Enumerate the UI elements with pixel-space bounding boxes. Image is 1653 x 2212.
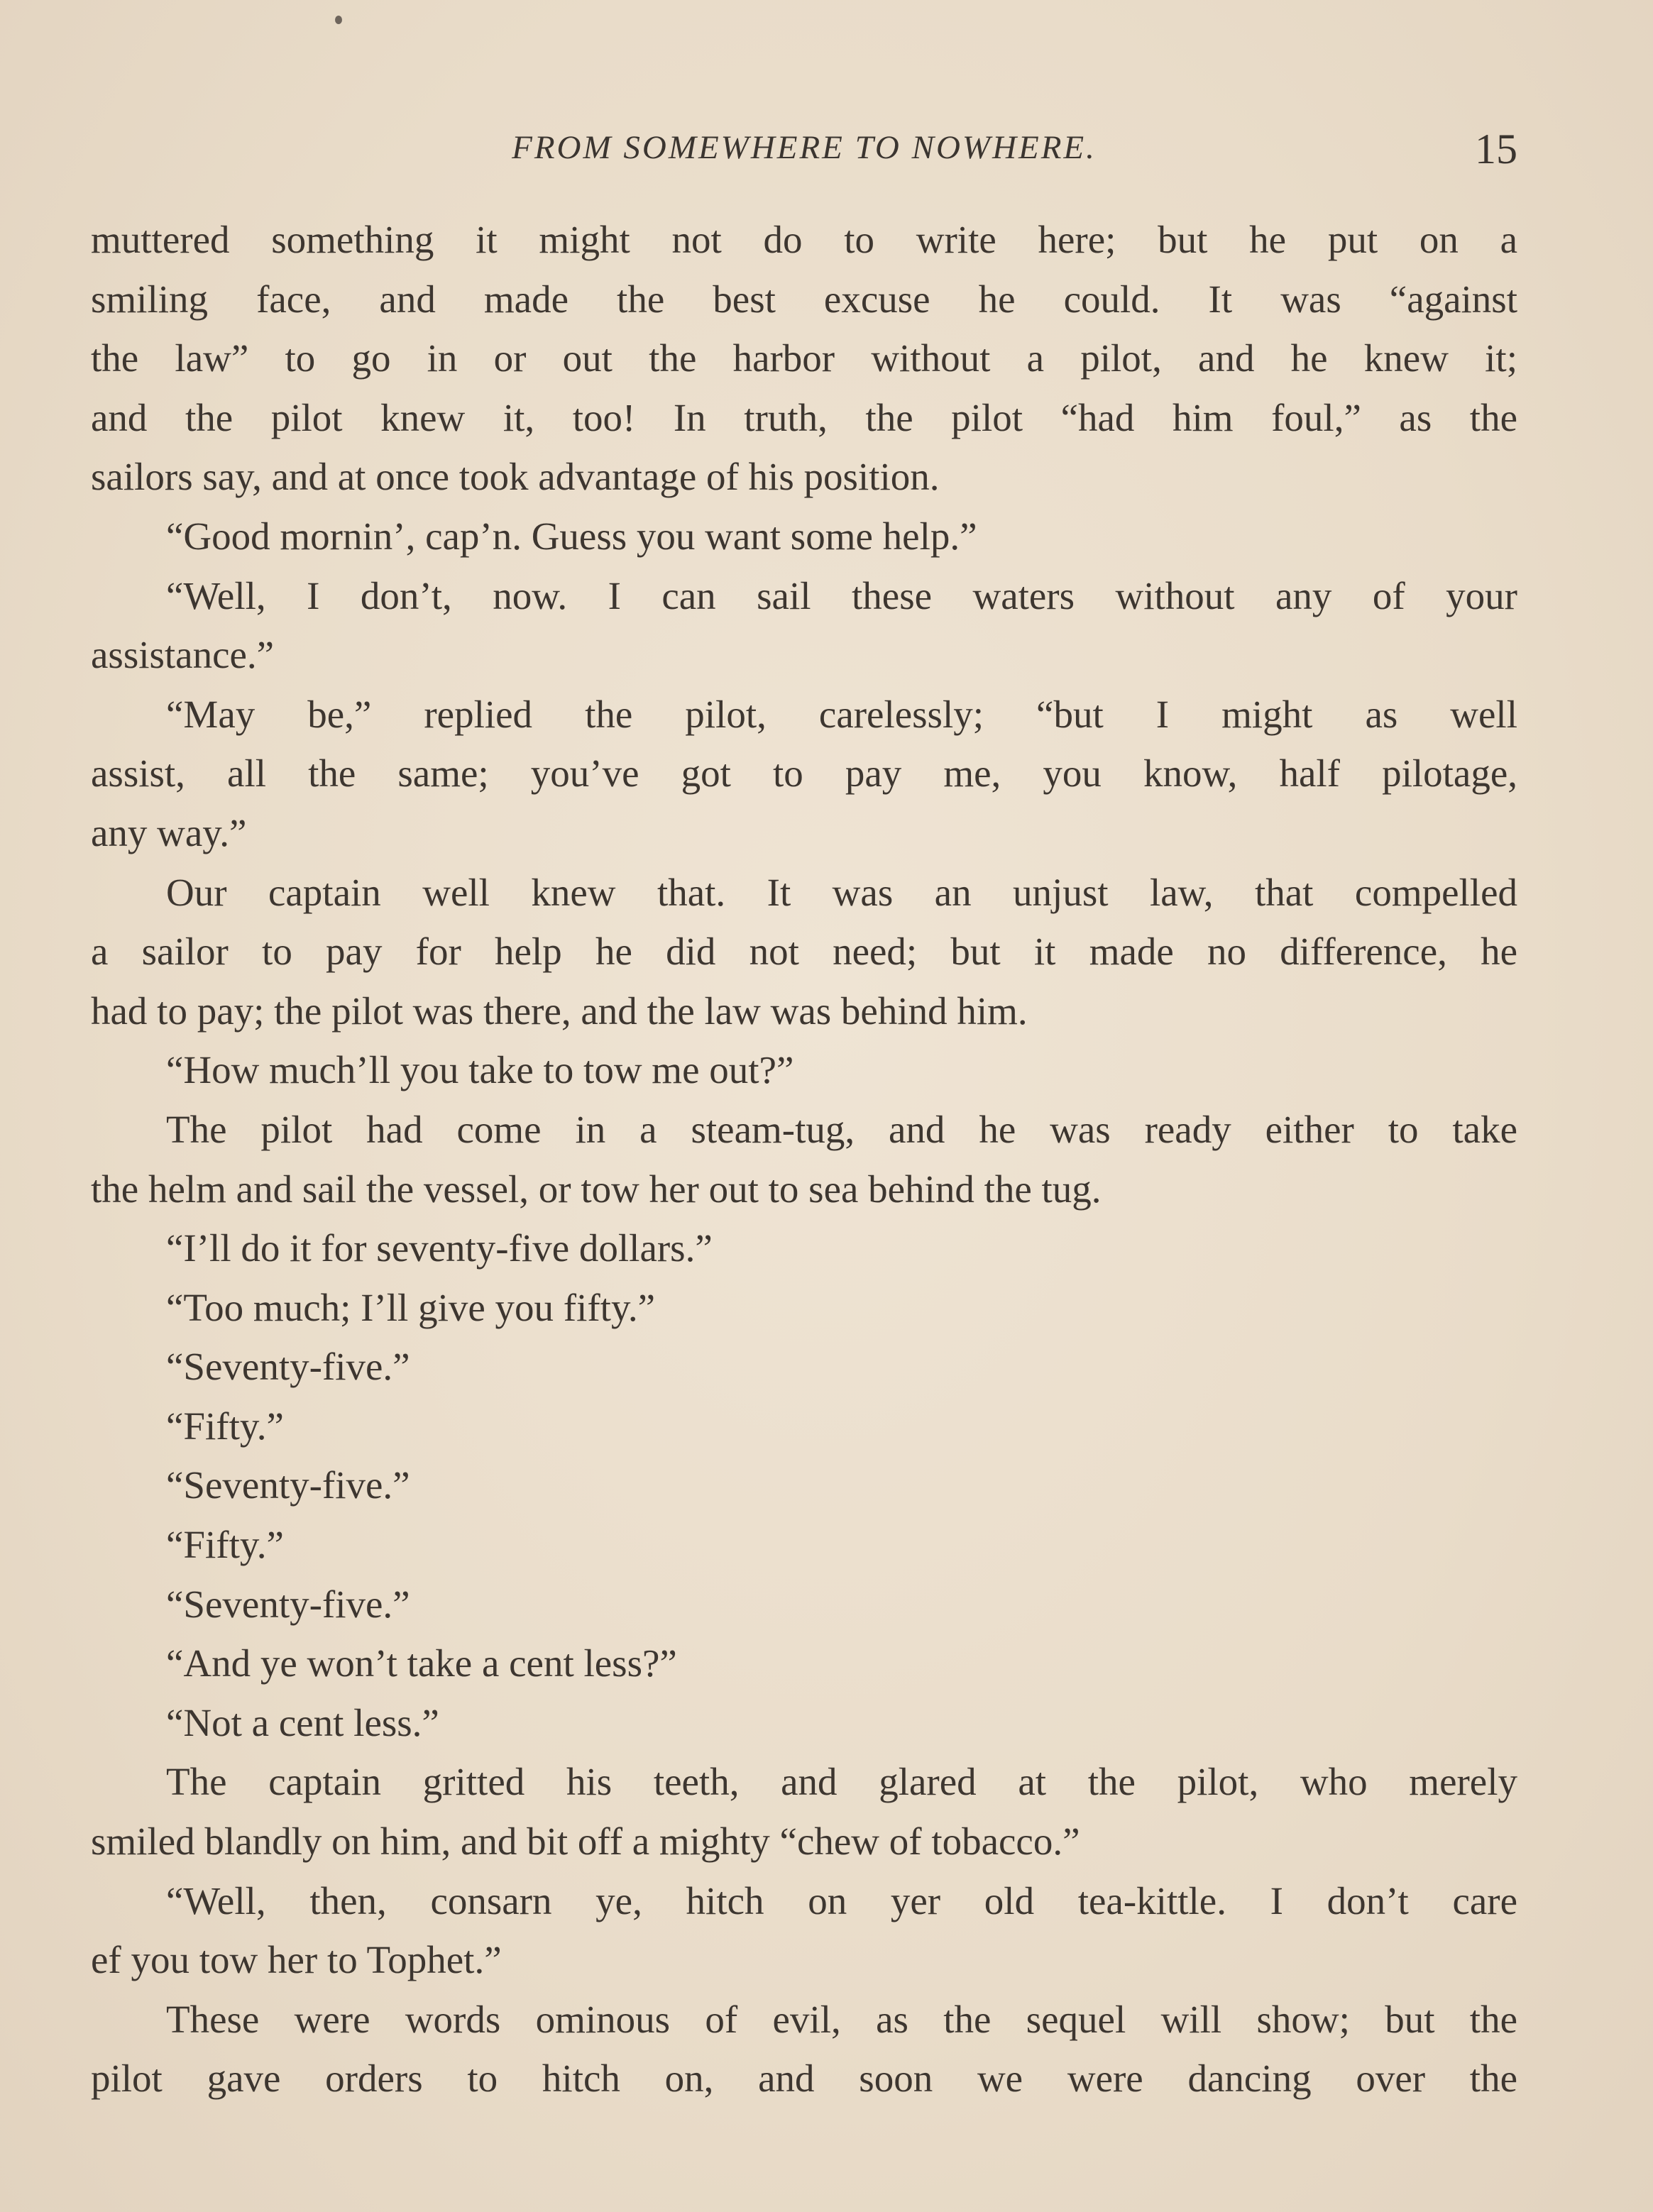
- text-line: the law” to go in or out the harbor without a pilot, and he knew it;: [91, 336, 1517, 380]
- text-line: had to pay; the pilot was there, and the law was behind him.: [91, 989, 1028, 1033]
- text-line: Our captain well knew that. It was an unjust law, that compelled: [166, 870, 1517, 914]
- text-line: “I’ll do it for seventy-five dollars.”: [166, 1226, 713, 1270]
- text-line: assistance.”: [91, 633, 275, 677]
- text-line: “Seventy-five.”: [166, 1582, 410, 1626]
- body-text: [91, 210, 1517, 2108]
- text-line: “Seventy-five.”: [166, 1345, 410, 1389]
- text-line: “Fifty.”: [166, 1404, 284, 1448]
- running-title: FROM SOMEWHERE TO NOWHERE.: [512, 129, 1097, 166]
- text-line: smiled blandly on him, and bit off a mighty “chew of tobacco.”: [91, 1820, 1080, 1864]
- text-line: any way.”: [91, 810, 247, 854]
- text-line: “And ye won’t take a cent less?”: [166, 1641, 677, 1685]
- text-line: ef you tow her to Tophet.”: [91, 1938, 502, 1982]
- text-line: assist, all the same; you’ve got to pay me, you know, half pilotage,: [91, 752, 1517, 796]
- ink-speck: [335, 16, 342, 24]
- text-line: smiling face, and made the best excuse he could. It was “against: [91, 277, 1517, 321]
- text-line: The captain gritted his teeth, and glared at the pilot, who merely: [166, 1760, 1517, 1804]
- text-line: sailors say, and at once took advantage of his position.: [91, 455, 940, 499]
- page-number: 15: [1475, 126, 1517, 172]
- text-line: and the pilot knew it, too! In truth, the pilot “had him foul,” as the: [91, 395, 1517, 439]
- text-line: “Well, I don’t, now. I can sail these waters without any of your: [166, 573, 1517, 617]
- text-line: muttered something it might not do to write here; but he put on a: [91, 218, 1517, 261]
- text-line: “Not a cent less.”: [166, 1700, 439, 1744]
- text-line: “Well, then, consarn ye, hitch on yer old tea-kittle. I don’t care: [166, 1878, 1517, 1922]
- text-line: “How much’ll you take to tow me out?”: [166, 1048, 794, 1092]
- text-line: “Seventy-five.”: [166, 1463, 410, 1507]
- text-line: “Fifty.”: [166, 1523, 284, 1567]
- text-line: “May be,” replied the pilot, carelessly; “but I might as well: [166, 692, 1517, 736]
- text-line: pilot gave orders to hitch on, and soon we were dancing over the: [91, 2057, 1517, 2101]
- text-line: the helm and sail the vessel, or tow her out to sea behind the tug.: [91, 1167, 1102, 1211]
- text-line: These were words ominous of evil, as the sequel will show; but the: [166, 1997, 1517, 2041]
- text-line: “Too much; I’ll give you fifty.”: [166, 1285, 656, 1329]
- text-line: a sailor to pay for help he did not need; but it made no difference, he: [91, 930, 1517, 974]
- text-line: The pilot had come in a steam-tug, and he was ready either to take: [166, 1107, 1517, 1151]
- running-head: [91, 119, 1517, 176]
- text-line: “Good mornin’, cap’n. Guess you want some help.”: [166, 514, 977, 558]
